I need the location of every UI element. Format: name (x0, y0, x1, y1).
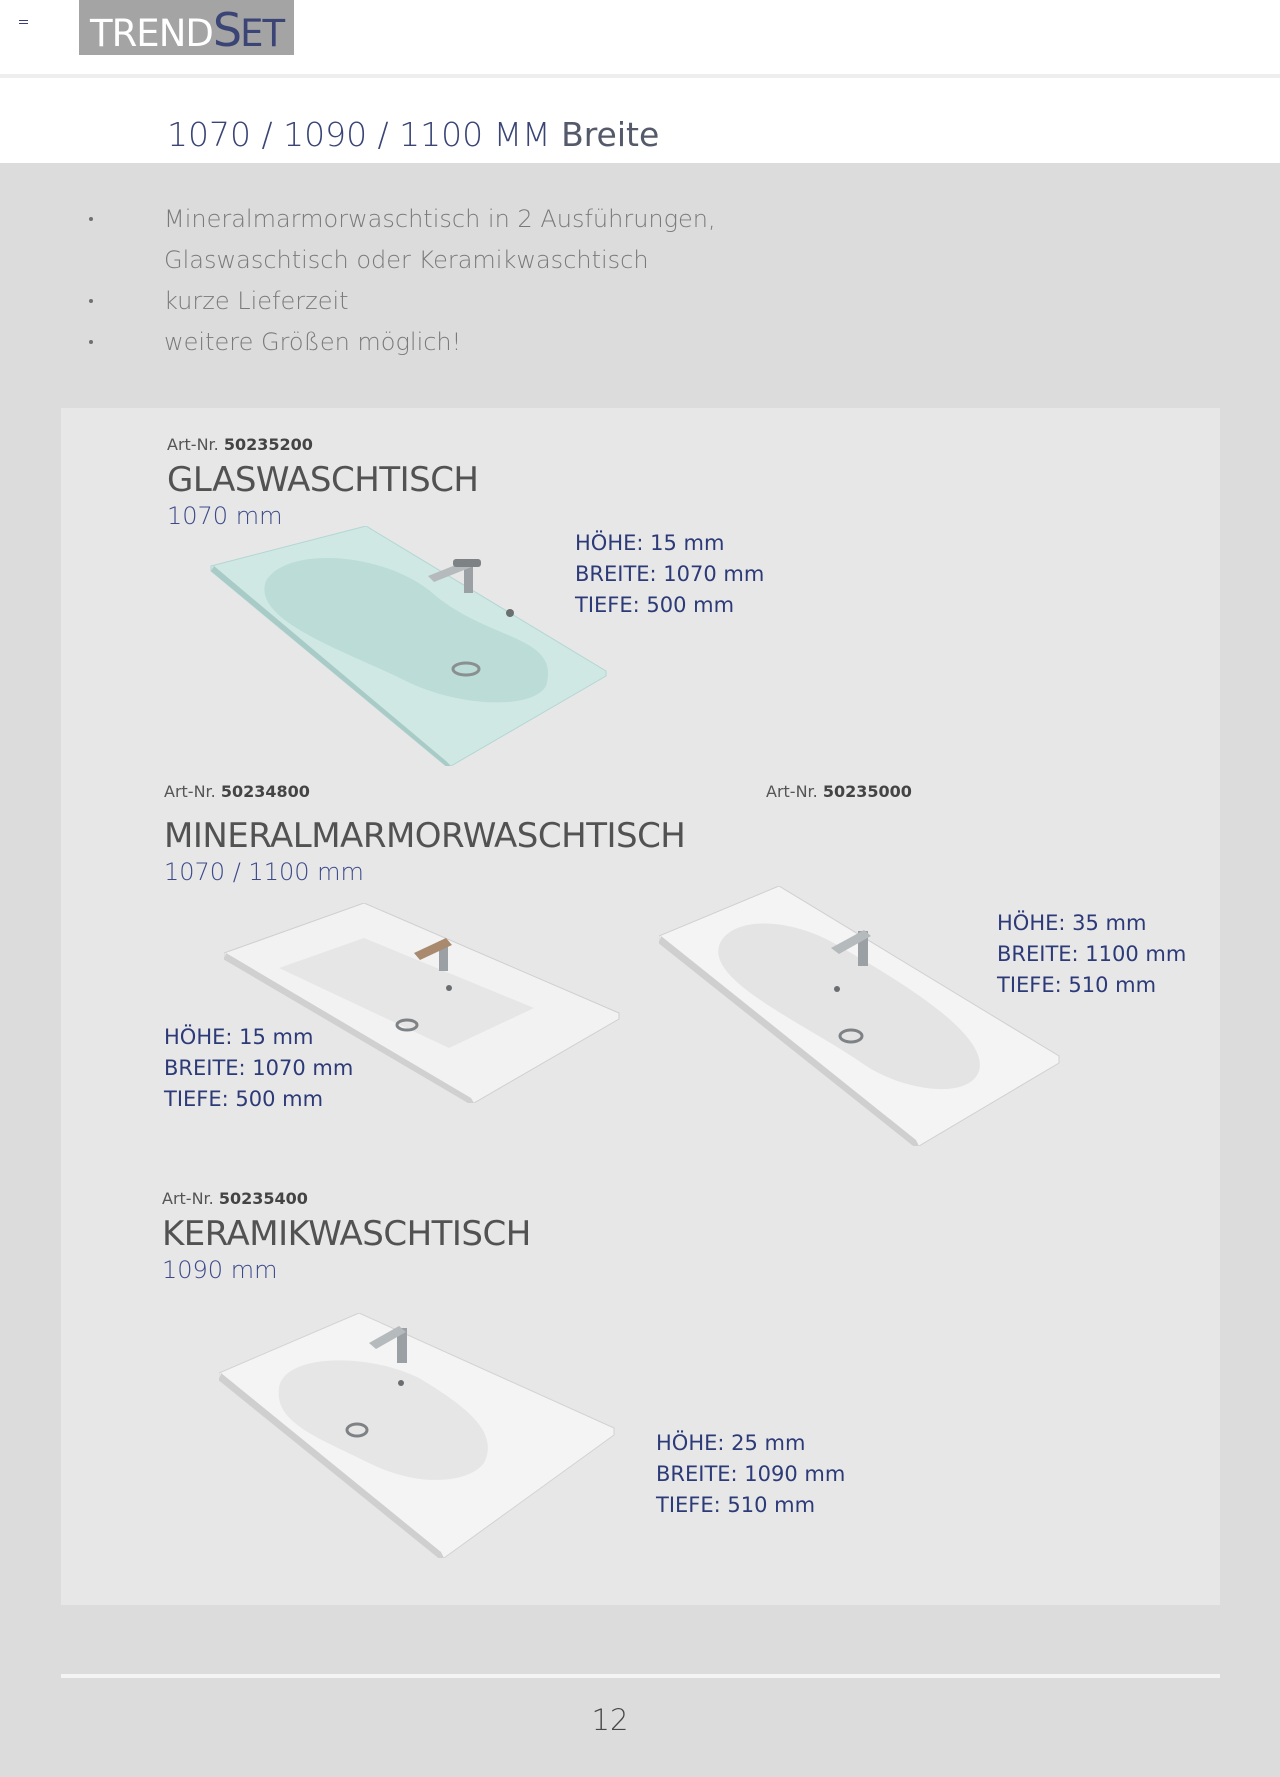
article-number: Art-Nr. 50234800 (164, 782, 310, 801)
list-item: Mineralmarmorwaschtisch in 2 Ausführungen, (0, 205, 1280, 246)
menu-icon[interactable] (19, 20, 28, 27)
bullet-icon (89, 217, 93, 221)
product-size: 1090 mm (162, 1256, 278, 1284)
list-item: Glaswaschtisch oder Keramikwaschtisch (164, 246, 649, 274)
product-specs: HÖHE: 25 mm BREITE: 1090 mm TIEFE: 510 mm (656, 1431, 846, 1517)
article-number: Art-Nr. 50235400 (162, 1189, 308, 1208)
footer-divider (61, 1674, 1220, 1678)
article-number: Art-Nr. 50235200 (167, 435, 313, 454)
bullet-icon (89, 299, 93, 303)
product-specs: HÖHE: 35 mm BREITE: 1100 mm TIEFE: 510 mm (997, 911, 1187, 997)
list-item: kurze Lieferzeit (0, 287, 1280, 328)
header-divider (0, 74, 1280, 78)
ceramic-sink-image (219, 1313, 619, 1558)
bullet-icon (89, 340, 93, 344)
article-number: Art-Nr. 50235000 (766, 782, 912, 801)
product-name: GLASWASCHTISCH (167, 460, 479, 500)
page-title: 1070 / 1090 / 1100 MM Breite (167, 115, 660, 154)
page-number: 12 (591, 1703, 629, 1737)
product-specs: HÖHE: 15 mm BREITE: 1070 mm TIEFE: 500 mm (575, 531, 765, 617)
list-item: weitere Größen möglich! (0, 328, 1280, 369)
feature-list (0, 205, 1280, 369)
product-specs: HÖHE: 15 mm BREITE: 1070 mm TIEFE: 500 mm (164, 1025, 354, 1111)
product-name: KERAMIKWASCHTISCH (162, 1214, 531, 1254)
product-size: 1070 mm (167, 502, 283, 530)
product-panel (61, 408, 1220, 1605)
product-name: MINERALMARMORWASCHTISCH (164, 816, 686, 856)
trendset-logo[interactable]: TRENDSET (79, 0, 294, 55)
glass-sink-image (206, 526, 616, 766)
product-size: 1070 / 1100 mm (164, 858, 364, 886)
